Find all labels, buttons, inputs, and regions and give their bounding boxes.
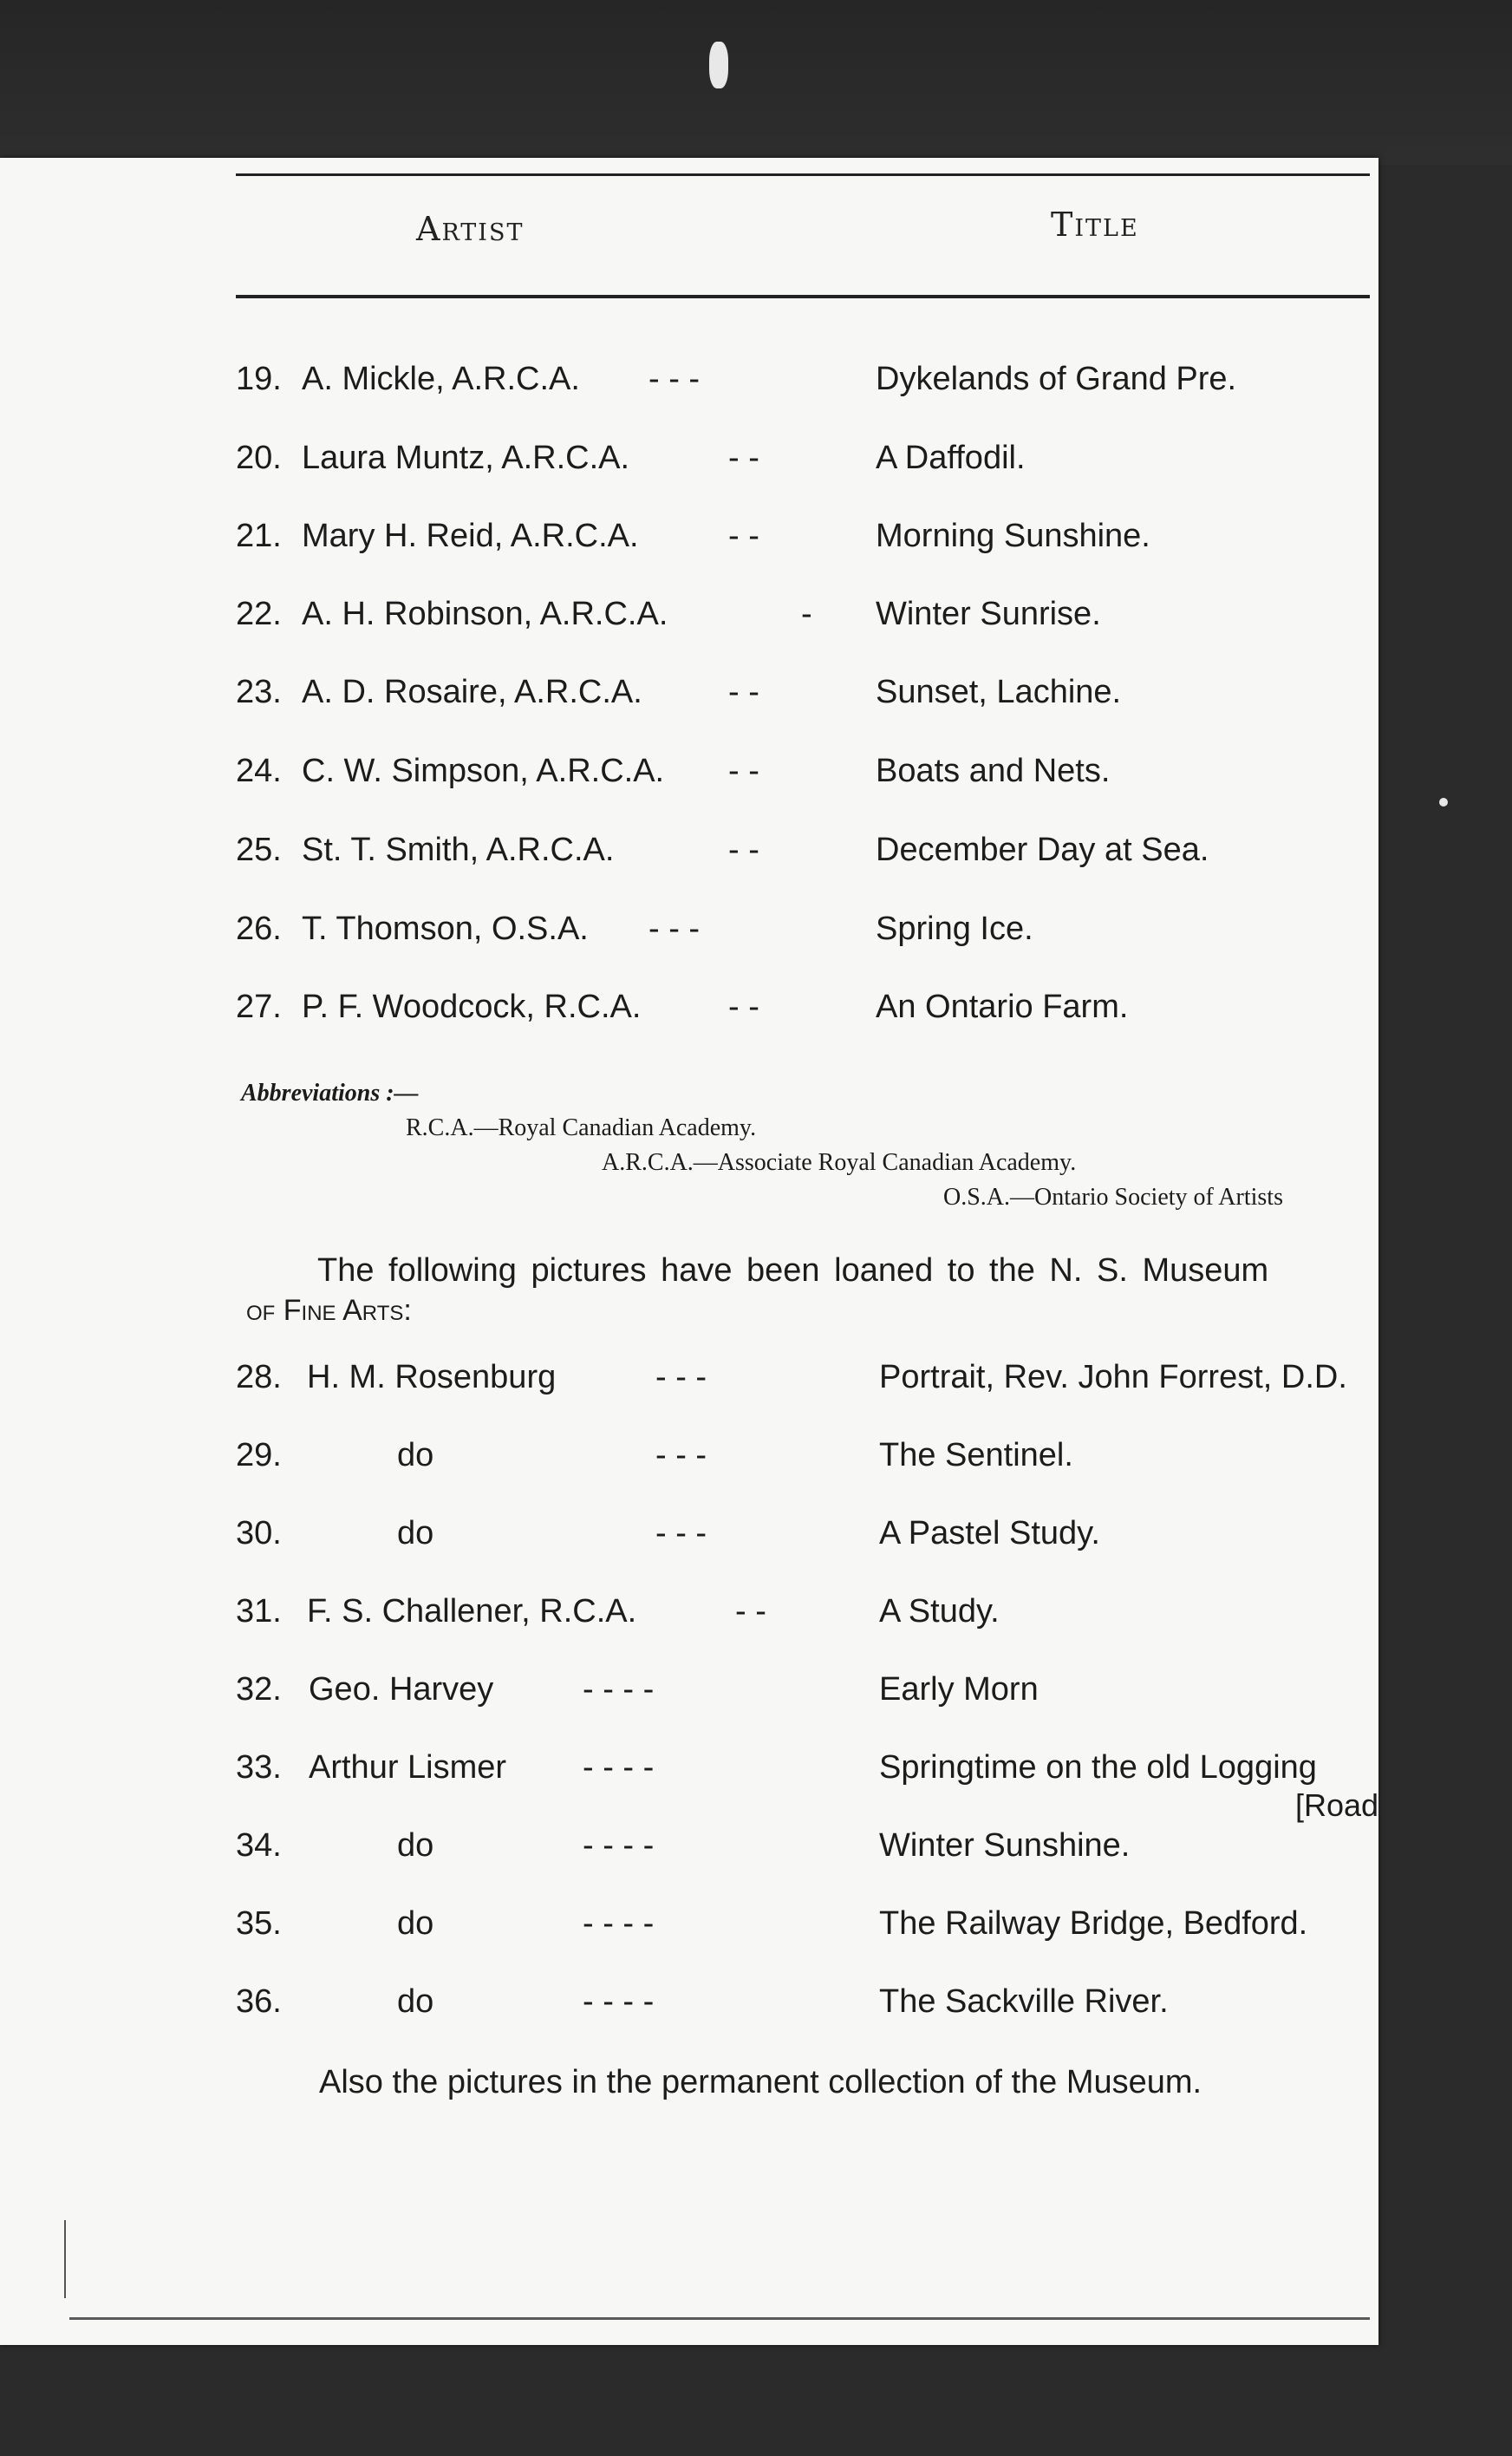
table-row: [236, 989, 1363, 1041]
table-row: [236, 1749, 1379, 1836]
artwork-title: Springtime on the old Logging: [879, 1749, 1317, 1786]
artwork-title: An Ontario Farm.: [876, 989, 1129, 1025]
leader-dashes: - -: [728, 674, 759, 710]
table-row: [236, 596, 1363, 648]
loan-paragraph-line: of Fine Arts:: [246, 1294, 412, 1327]
artist-name: do: [397, 1437, 434, 1473]
leader-dashes: - -: [728, 753, 759, 789]
artwork-title: Spring Ice.: [876, 911, 1033, 947]
table-row: [236, 1905, 1363, 1957]
header-top-rule: [236, 173, 1370, 176]
header-bottom-rule: [236, 295, 1370, 298]
row-number: 24.: [236, 753, 282, 789]
row-number: 27.: [236, 989, 282, 1025]
row-number: 25.: [236, 832, 282, 868]
row-number: 22.: [236, 596, 282, 632]
abbreviation-line: O.S.A.—Ontario Society of Artists: [943, 1184, 1283, 1211]
artwork-title: Portrait, Rev. John Forrest, D.D.: [879, 1359, 1347, 1395]
leader-dashes: -: [801, 596, 812, 632]
leader-dashes: - -: [728, 440, 759, 476]
artist-name: C. W. Simpson, A.R.C.A.: [302, 753, 665, 789]
row-number: 32.: [236, 1671, 282, 1708]
row-number: 35.: [236, 1905, 282, 1942]
leader-dashes: - - -: [648, 361, 701, 397]
leader-dashes: - - - -: [583, 1827, 655, 1864]
artwork-title: Boats and Nets.: [876, 753, 1111, 789]
table-row: [236, 1983, 1363, 2035]
artwork-title: A Daffodil.: [876, 440, 1026, 476]
artwork-title: A Pastel Study.: [879, 1515, 1100, 1551]
closing-text: Also the pictures in the permanent collection of the Museum.: [319, 2064, 1202, 2100]
artist-name: A. H. Robinson, A.R.C.A.: [302, 596, 668, 632]
row-number: 33.: [236, 1749, 282, 1786]
margin-mark: [64, 2220, 66, 2298]
artist-name: do: [397, 1827, 434, 1864]
artist-name: H. M. Rosenburg: [307, 1359, 557, 1395]
table-row: [236, 1671, 1363, 1723]
artwork-title: A Study.: [879, 1593, 1000, 1630]
leader-dashes: - -: [728, 518, 759, 554]
bottom-edge-line: [69, 2317, 1370, 2320]
artwork-title: Winter Sunrise.: [876, 596, 1101, 632]
row-number: 26.: [236, 911, 282, 947]
table-row: [236, 753, 1363, 805]
artwork-title: Early Morn: [879, 1671, 1039, 1708]
row-number: 29.: [236, 1437, 282, 1473]
table-row: [236, 832, 1363, 884]
artist-name: do: [397, 1515, 434, 1551]
leader-dashes: - - - -: [583, 1905, 655, 1942]
leader-dashes: - -: [735, 1593, 766, 1630]
table-row: [236, 1359, 1363, 1411]
table-row: [236, 674, 1363, 726]
artist-name: Laura Muntz, A.R.C.A.: [302, 440, 630, 476]
row-number: 31.: [236, 1593, 282, 1630]
artwork-title: Dykelands of Grand Pre.: [876, 361, 1237, 397]
row-number: 23.: [236, 674, 282, 710]
row-number: 30.: [236, 1515, 282, 1551]
artist-name: St. T. Smith, A.R.C.A.: [302, 832, 615, 868]
leader-dashes: - - -: [655, 1437, 707, 1473]
artist-name: P. F. Woodcock, R.C.A.: [302, 989, 642, 1025]
leader-dashes: - - -: [648, 911, 701, 947]
artwork-title: Winter Sunshine.: [879, 1827, 1131, 1864]
abbreviation-line: A.R.C.A.—Associate Royal Canadian Academy.: [602, 1149, 1077, 1176]
dust-speck: [709, 42, 728, 88]
row-number: 21.: [236, 518, 282, 554]
leader-dashes: - - - -: [583, 1749, 655, 1786]
row-number: 36.: [236, 1983, 282, 2020]
loan-paragraph-line: The following pictures have been loaned to the N. S. Museum: [317, 1252, 1269, 1289]
row-number: 34.: [236, 1827, 282, 1864]
title-column-header: Title: [1051, 206, 1139, 244]
row-number: 28.: [236, 1359, 282, 1395]
leader-dashes: - - - -: [583, 1671, 655, 1708]
artwork-title: The Sackville River.: [879, 1983, 1169, 2020]
leader-dashes: - - -: [655, 1515, 707, 1551]
dust-speck: [1439, 798, 1448, 807]
artist-name: A. D. Rosaire, A.R.C.A.: [302, 674, 642, 710]
table-row: [236, 911, 1363, 963]
artwork-title: December Day at Sea.: [876, 832, 1209, 868]
artist-name: Geo. Harvey: [309, 1671, 494, 1708]
artwork-title: Sunset, Lachine.: [876, 674, 1122, 710]
row-number: 20.: [236, 440, 282, 476]
leader-dashes: - - -: [655, 1359, 707, 1395]
scan-background: [0, 0, 1512, 165]
row-number: 19.: [236, 361, 282, 397]
abbreviations-heading: Abbreviations :—: [241, 1080, 419, 1107]
artist-name: A. Mickle, A.R.C.A.: [302, 361, 580, 397]
document-page: [0, 158, 1378, 2345]
artist-column-header: Artist: [416, 210, 525, 248]
artwork-title: Morning Sunshine.: [876, 518, 1150, 554]
table-row: [236, 518, 1363, 570]
table-row: [236, 1827, 1363, 1879]
table-row: [236, 1515, 1363, 1567]
artist-name: F. S. Challener, R.C.A.: [307, 1593, 637, 1630]
leader-dashes: - - - -: [583, 1983, 655, 2020]
abbreviation-line: R.C.A.—Royal Canadian Academy.: [406, 1114, 757, 1141]
artist-name: do: [397, 1983, 434, 2020]
leader-dashes: - -: [728, 989, 759, 1025]
artist-name: do: [397, 1905, 434, 1942]
artist-name: Mary H. Reid, A.R.C.A.: [302, 518, 639, 554]
table-row: [236, 440, 1363, 492]
artwork-title: The Sentinel.: [879, 1437, 1073, 1473]
artist-name: Arthur Lismer: [309, 1749, 507, 1786]
table-row: [236, 1437, 1363, 1489]
leader-dashes: - -: [728, 832, 759, 868]
artist-name: T. Thomson, O.S.A.: [302, 911, 589, 947]
title-continuation: [Road: [1295, 1787, 1379, 1823]
artwork-title: The Railway Bridge, Bedford.: [879, 1905, 1308, 1942]
table-row: [236, 1593, 1363, 1645]
table-row: [236, 361, 1363, 413]
